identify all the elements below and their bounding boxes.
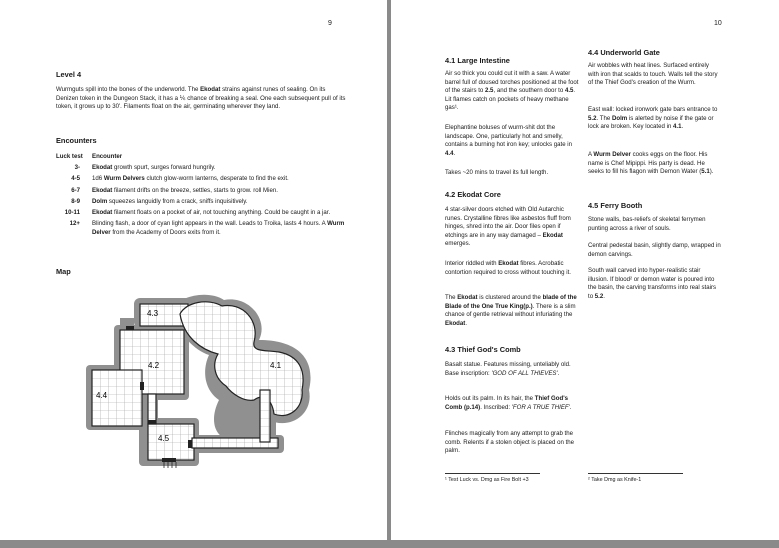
section-4-1-heading: 4.1 Large Intestine — [445, 56, 510, 65]
map-label-4-5: 4.5 — [158, 434, 170, 443]
italic-text: 'FOR A TRUE THIEF' — [511, 403, 570, 411]
text-run: A — [588, 151, 594, 158]
bold-text: 2.5 — [484, 87, 494, 95]
bold-text: Ekodat — [92, 164, 113, 172]
text-run: growth spurt, surges forward hungrily. — [112, 164, 216, 172]
encounter-roll: 6-7 — [71, 186, 80, 194]
footnote-1: ¹ Test Luck vs. Dmg as Fire Bolt +3 — [445, 477, 529, 483]
text-run: , and the southern door to — [493, 87, 565, 95]
text-run: . Lit flames catch on pockets of heavy methane gas¹. — [445, 87, 576, 112]
section-4-4-heading: 4.4 Underworld Gate — [588, 48, 660, 57]
section-4-1-text-2 — [445, 124, 580, 158]
text-run: emerges. — [445, 240, 471, 248]
bold-text: Dolm — [92, 197, 108, 205]
map-label-4-1: 4.1 — [270, 361, 282, 370]
section-4-1-text-1 — [445, 70, 580, 113]
section-4-3-heading: 4.3 Thief God's Comb — [445, 345, 521, 354]
map-label-4-2: 4.2 — [148, 361, 160, 370]
section-4-5-text-2 — [588, 242, 721, 259]
section-4-5-heading: 4.5 Ferry Booth — [588, 201, 643, 210]
text-run: Central pedestal basin, slightly damp, wrapped in demon carvings. — [588, 242, 721, 258]
bold-text: Dolm — [611, 114, 628, 122]
text-run: filament drifts on the breeze, settles, starts to grow. roll Mien. — [112, 186, 278, 194]
text-run: 4 star-silver doors etched with Old Autarchic runes. Crystalline fibres like asbestos fluff from hinges, shred into the air. Door files open if etchings are in any way damaged – — [445, 206, 571, 239]
text-run: Interior riddled with — [445, 260, 499, 267]
section-4-3-text-2 — [445, 395, 580, 412]
encounter-text — [92, 209, 346, 218]
text-run: The — [445, 294, 458, 301]
section-4-2-text-2 — [445, 260, 580, 277]
text-run: . There is a slim chance of gentle retrieval without infuriating the — [445, 302, 576, 319]
bold-text: Ekodat — [92, 186, 113, 194]
footnote-rule — [445, 473, 540, 474]
text-run: Holds out its palm. In its hair, the — [445, 395, 535, 402]
text-run: filament floats on a pocket of air, not touching anything. Could be caught in a jar. — [112, 208, 331, 216]
encounter-row — [56, 164, 346, 173]
encounter-table-header — [56, 153, 346, 162]
section-4-3-text-1 — [445, 361, 580, 378]
section-4-2-text-1 — [445, 206, 580, 249]
encounter-roll: 4-5 — [71, 175, 80, 183]
text-run: . — [603, 292, 605, 300]
text-run: from the Academy of Doors exits from it. — [110, 228, 221, 236]
dungeon-map — [84, 290, 316, 476]
bold-text: 5.1 — [701, 168, 710, 176]
text-run: strains against runes of sealing. On its Denizen token in the Dungeon Stack, it has a ⅙ chance of breaking a seal. One each subsequent pull of its token, it grows up to 30'. Filaments float on the air, germinating wherever they land. — [56, 86, 346, 111]
section-4-1-text-3 — [445, 169, 580, 178]
encounter-text — [92, 198, 346, 207]
encounter-roll: 10-11 — [64, 208, 80, 216]
footnote-rule — [588, 473, 683, 474]
encounter-rows — [56, 164, 346, 237]
text-run: Stone walls, bas-reliefs of skeletal ferrymen punting across a river of souls. — [588, 216, 706, 232]
italic-text: 'GOD OF ALL THIEVES' — [491, 369, 558, 377]
encounter-roll: 3- — [74, 164, 80, 172]
section-4-5-text-3 — [588, 267, 721, 301]
encounter-row — [56, 209, 346, 218]
map-label-4-4: 4.4 — [96, 391, 108, 400]
section-4-4-text-3 — [588, 151, 721, 177]
text-run: Flinches magically from any attempt to grab the comb. Relents if a stolen object is placed on the palm. — [445, 430, 575, 455]
text-run: 1d6 — [92, 175, 104, 183]
encounter-roll: 8-9 — [71, 197, 80, 205]
map-label-4-3: 4.3 — [147, 309, 159, 318]
encounter-text — [92, 220, 346, 237]
text-run: Elephantine boluses of wurm-shit dot the landscape. One, particularly hot and smelly, contains a burning hot iron key; unlocks gate in — [445, 124, 573, 149]
encounter-row — [56, 220, 346, 237]
level-intro — [56, 86, 346, 112]
bold-text: Ekodat — [542, 231, 563, 239]
encounter-row — [56, 175, 346, 184]
bold-text: 5.2 — [588, 114, 597, 122]
header-luck-test: Luck test — [56, 153, 83, 160]
bold-text: Wurm Delver — [593, 151, 631, 158]
bold-text: 4.4 — [445, 149, 454, 157]
text-run: . — [569, 403, 572, 411]
text-run: squeezes languidly from a crack, sniffs inquisitively. — [107, 197, 248, 205]
bold-text: Thief God's Comb (p.14) — [445, 395, 569, 411]
text-run: is clustered around the — [477, 294, 543, 301]
encounter-roll: 12+ — [69, 220, 80, 228]
text-run: Air so thick you could cut it with a saw. A water barrel full of doused torches positioned at the foot of the stairs to — [445, 70, 579, 95]
left-page — [0, 0, 387, 540]
encounter-table — [56, 153, 346, 240]
text-run: . The — [596, 114, 612, 122]
footnote-2: ² Take Dmg as Knife-1 — [588, 477, 642, 483]
page-number: 9 — [328, 20, 332, 27]
text-run: Air wobbles with heat lines. Surfaced entirely with iron that scalds to touch. Walls tell the story of the Thief God's creation of the Wurm. — [588, 62, 718, 87]
text-run: Takes ~20 mins to travel its full length. — [445, 169, 549, 176]
section-4-2-text-3 — [445, 294, 580, 328]
text-run: Wurmguts spill into the bones of the underworld. The — [56, 86, 201, 93]
text-run: East wall: locked ironwork gate bars entrance to — [588, 106, 718, 113]
map-heading: Map — [56, 267, 71, 276]
bold-text: Ekodat — [200, 86, 221, 93]
encounters-heading: Encounters — [56, 136, 97, 145]
bold-text: Ekodat — [92, 208, 113, 216]
text-run: . — [557, 369, 560, 377]
text-run: . — [465, 319, 468, 327]
text-run: ). — [709, 168, 714, 176]
text-run: cooks eggs on the floor. His name is Chef Mipippi. His party is dead. He seeks to fill his flagon with Demon Water ( — [588, 151, 708, 176]
text-run: Blinding flash, a door of cyan light appears in the wall. Leads to Troika, lasts 4 hours. A — [92, 220, 328, 228]
text-run: South wall carved into hyper-realistic stair illusion. If blood² or demon water is poured into the basin, the carving transforms into real stairs to — [588, 267, 717, 300]
section-4-3-text-3 — [445, 430, 580, 456]
encounter-row — [56, 198, 346, 207]
encounter-text — [92, 187, 346, 196]
page-number: 10 — [714, 20, 722, 27]
level-heading: Level 4 — [56, 70, 82, 79]
text-run: is alerted by noise if the gate or lock are broken. Key located in — [588, 114, 714, 131]
encounter-row — [56, 187, 346, 196]
section-4-4-text-2 — [588, 106, 721, 132]
encounter-text — [92, 175, 346, 184]
bold-text: 5.2 — [594, 292, 604, 300]
bold-text: 4.1 — [673, 123, 682, 131]
text-run: fibres. Acrobatic contortion required to cross without touching it. — [445, 260, 572, 276]
bold-text: Ekodat — [457, 294, 478, 301]
header-encounter: Encounter — [92, 153, 123, 160]
bold-text: 4.5 — [564, 87, 574, 95]
text-run: clutch glow-worm lanterns, desperate to find the exit. — [144, 175, 289, 183]
encounter-text — [92, 164, 346, 173]
bold-text: blade of the Blade of the One True King(p.) — [445, 294, 577, 310]
viewer-background — [0, 540, 779, 548]
bold-text: Ekodat — [498, 260, 519, 267]
text-run: . — [681, 123, 684, 131]
right-page — [391, 0, 779, 540]
bold-text: Wurm Delvers — [103, 175, 145, 183]
text-run: . — [453, 149, 456, 157]
section-4-4-text-1 — [588, 62, 721, 88]
section-4-2-heading: 4.2 Ekodat Core — [445, 190, 501, 199]
bold-text: Wurm Delver — [92, 220, 345, 236]
section-4-5-text-1 — [588, 216, 721, 233]
text-run: Basalt statue. Features missing, unteliably old. Base inscription: — [445, 361, 571, 377]
text-run: . Inscribed: — [480, 403, 512, 411]
bold-text: Ekodat — [445, 319, 466, 327]
